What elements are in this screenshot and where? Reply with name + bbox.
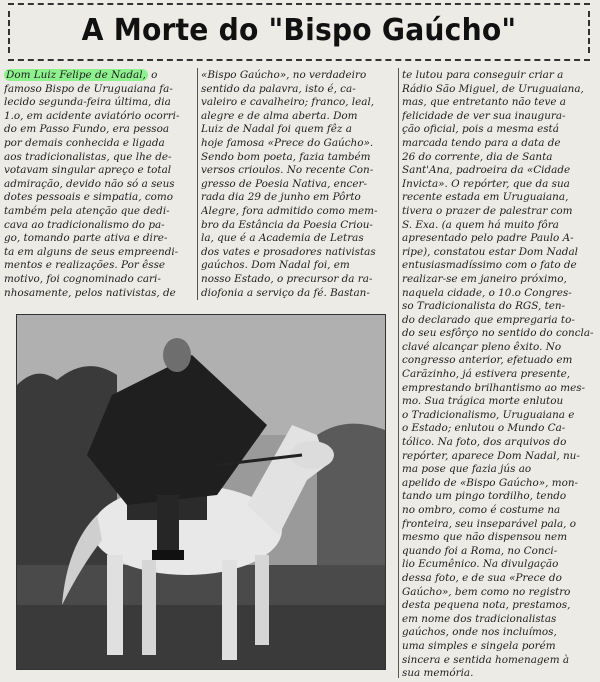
highlighted-name: Dom Luiz Felipe de Nadal, bbox=[6, 69, 146, 81]
column-divider bbox=[197, 68, 198, 300]
column-1-text: o famoso Bispo de Uruguaiana fa- lecido segunda-feira última, dia 1.o, em acidente aviatório ocorri- do em Passo Fundo, era pessoa por demais conhecida e ligada aos tradicionalistas, que lhe de- votavam singular apreço e total admiração, devido não só a seus dotes pessoais e simpatia, como também pela atenção que dedi- cava ao tradicionalismo do pa- go, tomando parte ativa e dire- ta em alguns de seus empreendi- mentos e realizações. Por êsse motivo, foi cognominado cari- nhosamente, pelos nativistas, de bbox=[4, 69, 180, 299]
column-divider bbox=[398, 68, 399, 678]
headline-frame bbox=[8, 3, 590, 61]
bishop-on-horse-illustration bbox=[17, 315, 385, 669]
article-photo bbox=[16, 314, 386, 670]
article-column-1 bbox=[4, 69, 194, 301]
article-column-2: «Bispo Gaúcho», no verdadeiro sentido da palavra, isto é, ca- valeiro e cavalheiro; franco, leal, alegre e de alma aberta. Dom Luiz de Nadal foi quem fêz a hoje famosa «Prece do Gaúcho». Sendo bom poeta, fazia também versos crioulos. No recente Con- gresso de Poesia Nativa, encer- rada dia 29 de junho em Pôrto Alegre, fora admitido como mem- bro da Estância da Poesia Criou- la, que é a Academia de Letras dos vates e prosadores nativistas gaúchos. Dom Nadal foi, em nosso Estado, o precursor da ra- diofonia a serviço da fé. Bastan- bbox=[201, 69, 378, 299]
article-column-3: te lutou para conseguir criar a Rádio São Miguel, de Uruguaiana, mas, que entretanto não teve a felicidade de ver sua inaugura- ção oficial, pois a mesma está marcada tendo para a data de 26 do corrente, dia de Santa Sant'Ana, padroeira da «Cidade Invicta». O repórter, que da sua recente estada em Uruguaiana, tivera o prazer de palestrar com S. Exa. (a quem há muito fôra apresentado pelo padre Paulo A- ripe), constatou estar Dom Nadal entusiasmadíssimo com o fato de realizar-se em janeiro próximo, naquela cidade, o 10.o Congres- so Tradicionalista do RGS, ten- do declarado que empregaria to- do seu esfôrço no sentido do concla- clavé alcançar pleno êxito. No congresso anterior, efetuado em Carãzinho, já estivera presente, emprestando brilhantismo ao mes- mo. Sua trágica morte enlutou o Tradicionalismo, Uruguaiana e o Estado; enlutou o Mundo Ca- tólico. Na foto, dos arquivos do repórter, aparece Dom Nadal, nu- ma pose que fazia jús ao apelido de «Bispo Gaúcho», mon- tando um pingo tordilho, tendo no ombro, como é costume na fronteira, seu inseparável pala, o mesmo que não dispensou nem quando foi a Roma, no Conci- lio Ecumênico. Na divulgação dessa foto, e de sua «Prece do Gaúcho», bem como no registro desta pequena nota, prestamos, em nome dos tradicionalistas gaúchos, onde nos incluímos, uma simples e singela porém sincera e sentida homenagem à sua memória. bbox=[402, 69, 594, 679]
headline: A Morte do "Bispo Gaúcho" bbox=[81, 13, 517, 48]
